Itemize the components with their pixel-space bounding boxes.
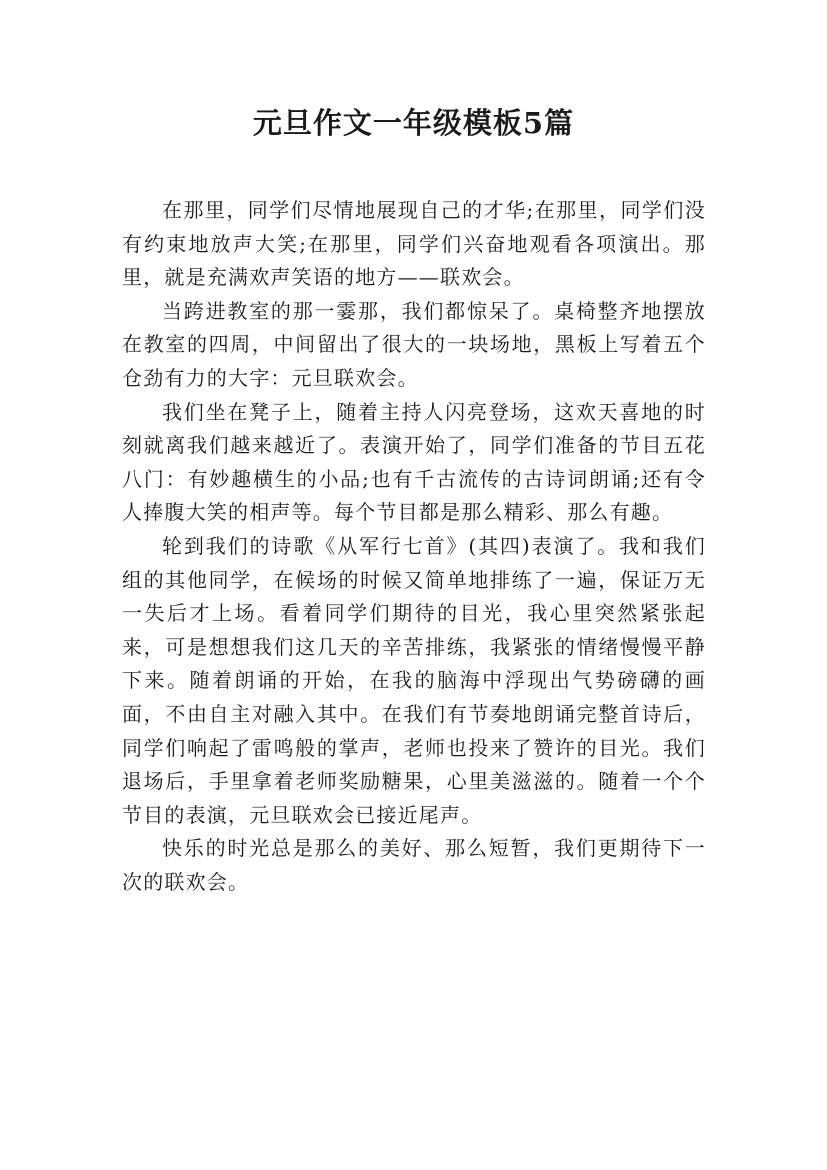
paragraph: 快乐的时光总是那么的美好、那么短暂，我们更期待下一次的联欢会。 — [122, 836, 706, 894]
paragraph: 在那里，同学们尽情地展现自己的才华;在那里，同学们没有约束地放声大笑;在那里，同学们兴奋地观看各项演出。那里，就是充满欢声笑语的地方——联欢会。 — [122, 198, 706, 290]
paragraph: 当跨进教室的那一霎那，我们都惊呆了。桌椅整齐地摆放在教室的四周，中间留出了很大的一块场地，黑板上写着五个仓劲有力的大字：元旦联欢会。 — [122, 298, 706, 390]
document-title: 元旦作文一年级模板5篇 — [252, 106, 575, 140]
paragraph: 轮到我们的诗歌《从军行七首》(其四)表演了。我和我们组的其他同学，在候场的时候又简单地排练了一遍，保证万无一失后才上场。看着同学们期待的目光，我心里突然紧张起来，可是想想我们这几天的辛苦排练，我紧张的情绪慢慢平静下来。随着朗诵的开始，在我的脑海中浮现出气势磅礴的画面，不由自主对融入其中。在我们有节奏地朗诵完整首诗后，同学们响起了雷鸣般的掌声，老师也投来了赞许的目光。我们退场后，手里拿着老师奖励糖果，心里美滋滋的。随着一个个节目的表演，元旦联欢会已接近尾声。 — [122, 533, 706, 827]
paragraph: 我们坐在凳子上，随着主持人闪亮登场，这欢天喜地的时刻就离我们越来越近了。表演开始了，同学们准备的节目五花八门：有妙趣横生的小品;也有千古流传的古诗词朗诵;还有令人捧腹大笑的相声等。每个节目都是那么精彩、那么有趣。 — [122, 399, 706, 525]
document-body — [122, 194, 706, 899]
